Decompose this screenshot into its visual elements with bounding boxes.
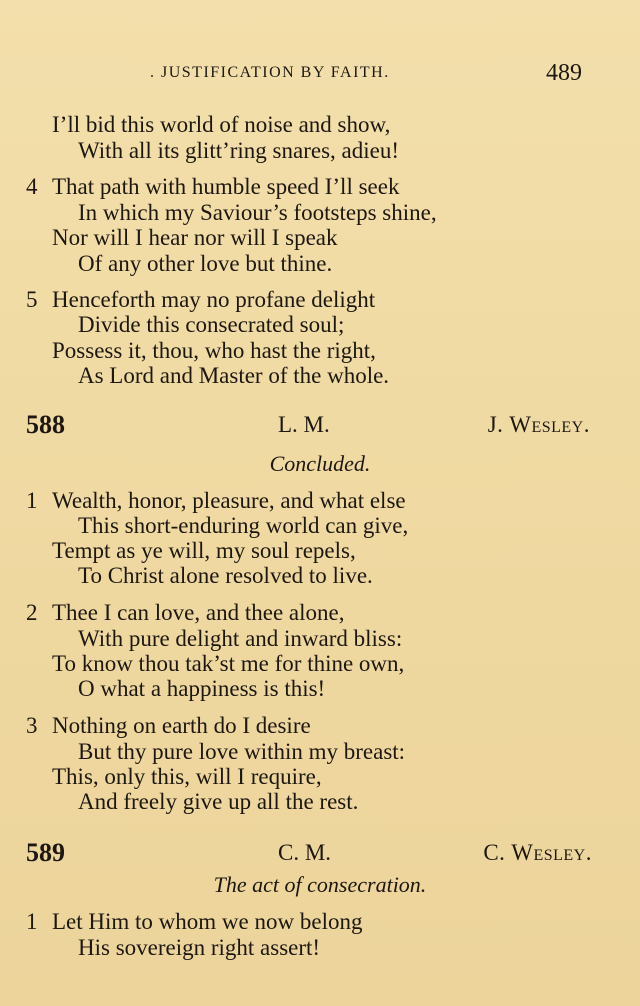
verse-line: And freely give up all the rest. bbox=[78, 789, 359, 814]
verse-line: O what a happiness is this! bbox=[78, 676, 326, 701]
verse-line: Thee I can love, and thee alone, bbox=[52, 600, 345, 625]
stanza-number: 4 bbox=[26, 174, 38, 199]
verse-line: Wealth, honor, pleasure, and what else bbox=[52, 488, 406, 513]
verse-line: With pure delight and inward bliss: bbox=[78, 626, 403, 651]
page-number: 489 bbox=[546, 60, 582, 86]
stanza-number: 1 bbox=[26, 488, 38, 513]
verse-line: This, only this, will I require, bbox=[52, 764, 322, 789]
verse-line: Tempt as ye will, my soul repels, bbox=[52, 538, 356, 563]
hymn-author: C. Wesley. bbox=[483, 840, 592, 865]
verse-line: Possess it, thou, who hast the right, bbox=[52, 338, 376, 363]
verse-line: His sovereign right assert! bbox=[78, 935, 321, 960]
verse-line: Henceforth may no profane delight bbox=[52, 287, 376, 312]
verse-line: To Christ alone resolved to live. bbox=[78, 563, 373, 588]
verse-line: Let Him to whom we now belong bbox=[52, 909, 363, 934]
verse-line: With all its glitt’ring snares, adieu! bbox=[78, 138, 400, 163]
hymn-heading bbox=[0, 410, 640, 444]
hymn-number: 588 bbox=[26, 410, 65, 439]
verse-line: Nor will I hear nor will I speak bbox=[52, 225, 338, 250]
hymn-number: 589 bbox=[26, 838, 65, 867]
verse-line: As Lord and Master of the whole. bbox=[78, 363, 390, 388]
running-title: . JUSTIFICATION BY FAITH. bbox=[150, 64, 390, 81]
verse-line: To know thou tak’st me for thine own, bbox=[52, 651, 405, 676]
stanza-number: 5 bbox=[26, 287, 38, 312]
hymn-author: J. Wesley. bbox=[487, 412, 590, 437]
verse-line: But thy pure love within my breast: bbox=[78, 739, 406, 764]
hymn-subtitle: Concluded. bbox=[269, 451, 371, 476]
verse-line: Nothing on earth do I desire bbox=[52, 713, 311, 738]
stanza-number: 3 bbox=[26, 713, 38, 738]
verse-line: This short-enduring world can give, bbox=[78, 513, 409, 538]
verse-line: Of any other love but thine. bbox=[78, 251, 333, 276]
verse-line: I’ll bid this world of noise and show, bbox=[52, 112, 391, 137]
page-header bbox=[0, 60, 640, 90]
stanza-number: 2 bbox=[26, 600, 38, 625]
verse-line: In which my Saviour’s footsteps shine, bbox=[78, 200, 437, 225]
verse-line: Divide this consecrated soul; bbox=[78, 312, 345, 337]
stanza-number: 1 bbox=[26, 909, 38, 934]
verse-line: That path with humble speed I’ll seek bbox=[52, 174, 400, 199]
hymn-subtitle: The act of consecration. bbox=[213, 872, 427, 897]
hymn-meter: C. M. bbox=[278, 840, 332, 865]
hymn-meter: L. M. bbox=[278, 412, 330, 437]
hymn-heading bbox=[0, 838, 640, 872]
